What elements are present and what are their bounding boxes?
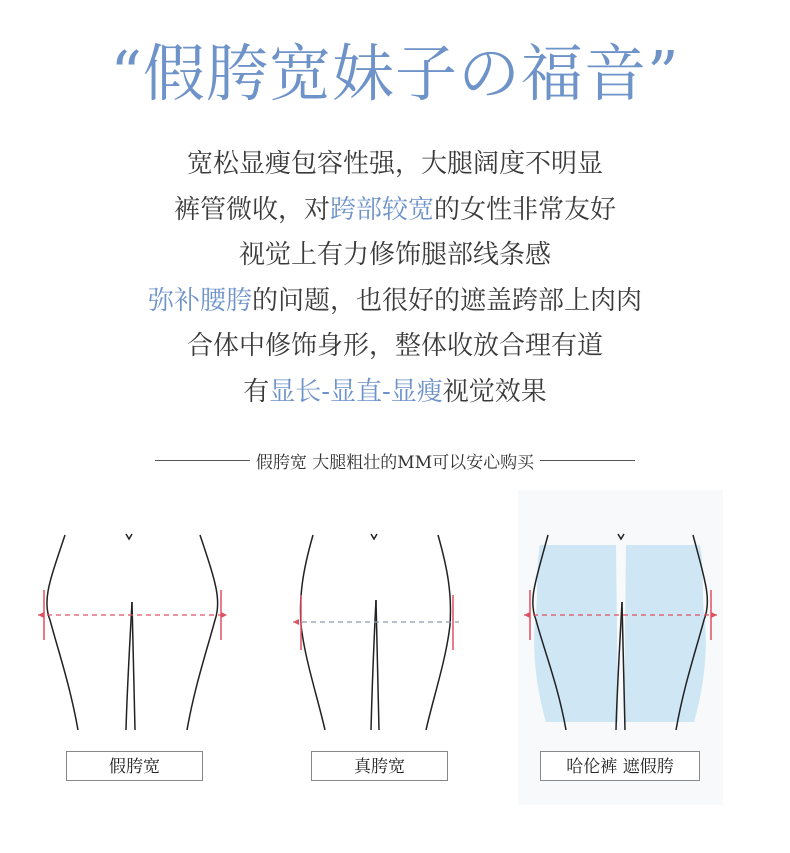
- desc-text: 的问题，也很好的遮盖跨部上肉肉: [252, 285, 643, 316]
- panel-label: 哈伦裤 遮假胯: [540, 751, 700, 781]
- desc-text: 视觉效果: [442, 376, 547, 407]
- desc-line-5: [0, 324, 790, 370]
- desc-highlight: 弥补腰胯: [147, 285, 252, 316]
- illustration-true-wide-hips: [273, 490, 478, 805]
- illustration-fake-wide-hips: [30, 490, 235, 805]
- desc-highlight: 显长-显直-显瘦: [269, 376, 443, 407]
- desc-text: 裤管微收，对: [173, 194, 330, 225]
- panel-label: 真胯宽: [311, 751, 448, 781]
- panel-label: 假胯宽: [66, 751, 203, 781]
- divider-left: [155, 460, 250, 461]
- desc-text: 合体中修饰身形，整体收放合理有道: [186, 331, 603, 361]
- description: [0, 142, 790, 415]
- desc-line-1: [0, 142, 790, 188]
- illustration-harem-pants: [518, 490, 723, 805]
- page-title: “假胯宽妹子の福音”: [110, 37, 680, 110]
- desc-line-2: [0, 188, 790, 234]
- subheading-text: 假胯宽 大腿粗壮的MM可以安心购买: [255, 453, 535, 473]
- desc-line-6: [0, 370, 790, 416]
- desc-text: 宽松显瘦包容性强，大腿阔度不明显: [186, 149, 603, 179]
- desc-text: 视觉上有力修饰腿部线条感: [238, 240, 551, 270]
- desc-line-4: [0, 279, 790, 325]
- desc-highlight: 跨部较宽: [329, 194, 434, 225]
- desc-text: 有: [243, 376, 270, 407]
- desc-text: 的女性非常友好: [434, 194, 617, 225]
- desc-line-3: [0, 233, 790, 279]
- divider-right: [540, 460, 635, 461]
- section-subheading: [0, 448, 790, 473]
